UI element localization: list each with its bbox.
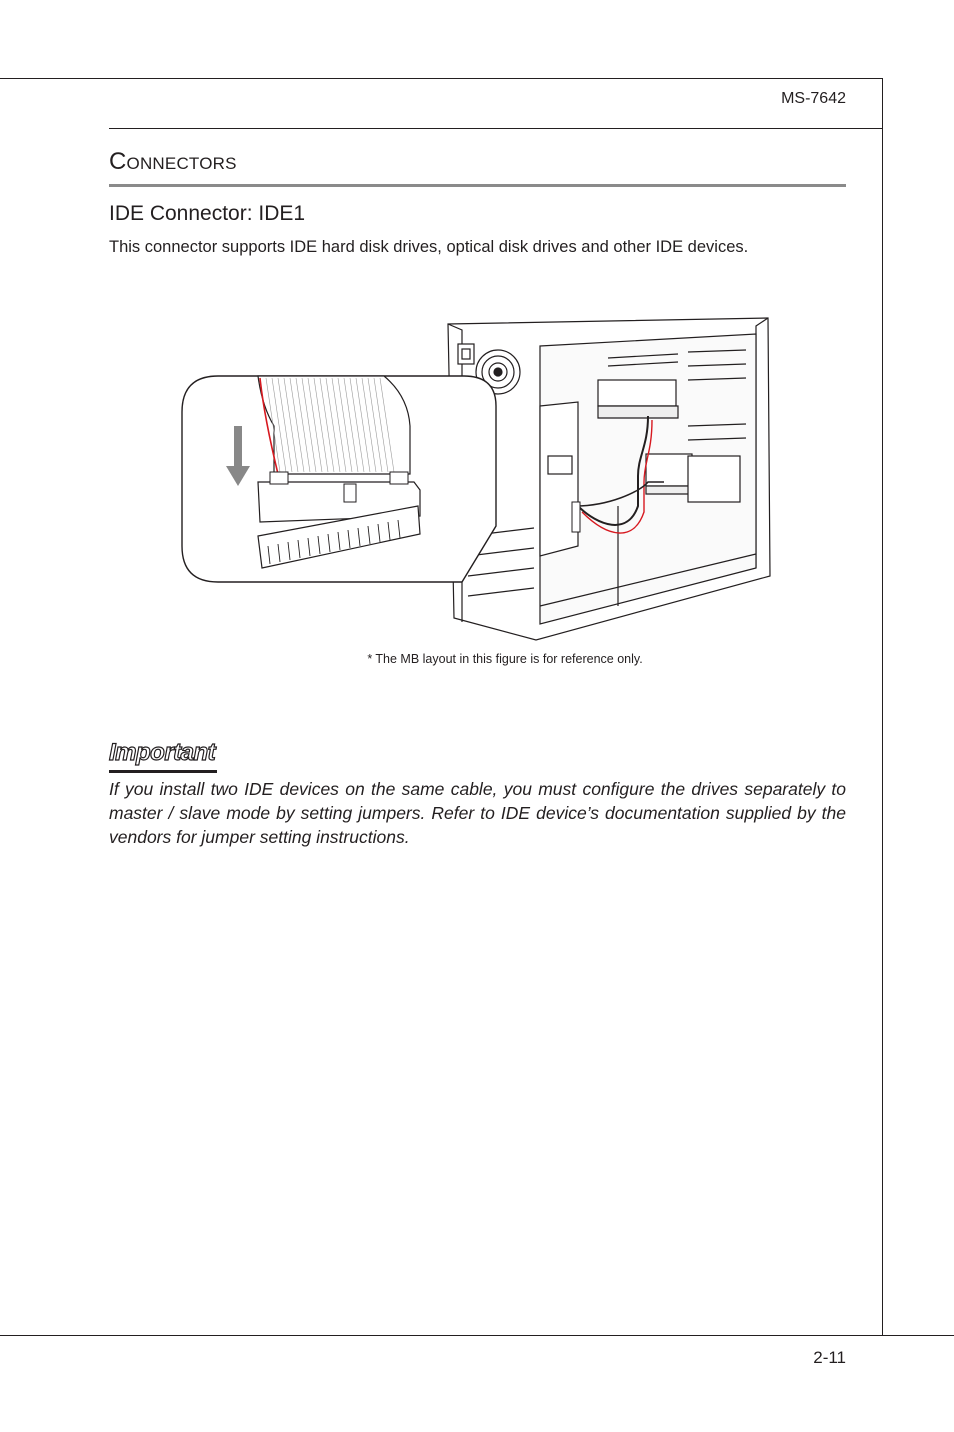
important-underline	[109, 770, 217, 773]
subsection-title: IDE Connector: IDE1	[109, 202, 306, 225]
important-note: If you install two IDE devices on the same cable, you must configure the drives separately to master / slave mode by setting jumpers. Refer to IDE device’s documentation supplied by the vendors for jumper setting instructions.	[109, 779, 846, 847]
top-rule	[0, 78, 883, 79]
important-heading: Important	[109, 739, 216, 766]
header-rule	[109, 128, 883, 129]
figure-caption: * The MB layout in this figure is for reference only.	[367, 652, 643, 666]
connector-zoom-callout	[182, 376, 496, 582]
bottom-rule	[0, 1335, 954, 1336]
section-title: Connectors	[109, 148, 237, 175]
ide-connection-illustration	[178, 306, 778, 646]
page-number: 2-11	[813, 1348, 846, 1367]
model-number: MS-7642	[781, 90, 846, 107]
section-title-underline	[109, 184, 846, 187]
right-margin-rule	[882, 78, 883, 1336]
description-paragraph: This connector supports IDE hard disk drives, optical disk drives and other IDE devices.	[109, 238, 749, 256]
